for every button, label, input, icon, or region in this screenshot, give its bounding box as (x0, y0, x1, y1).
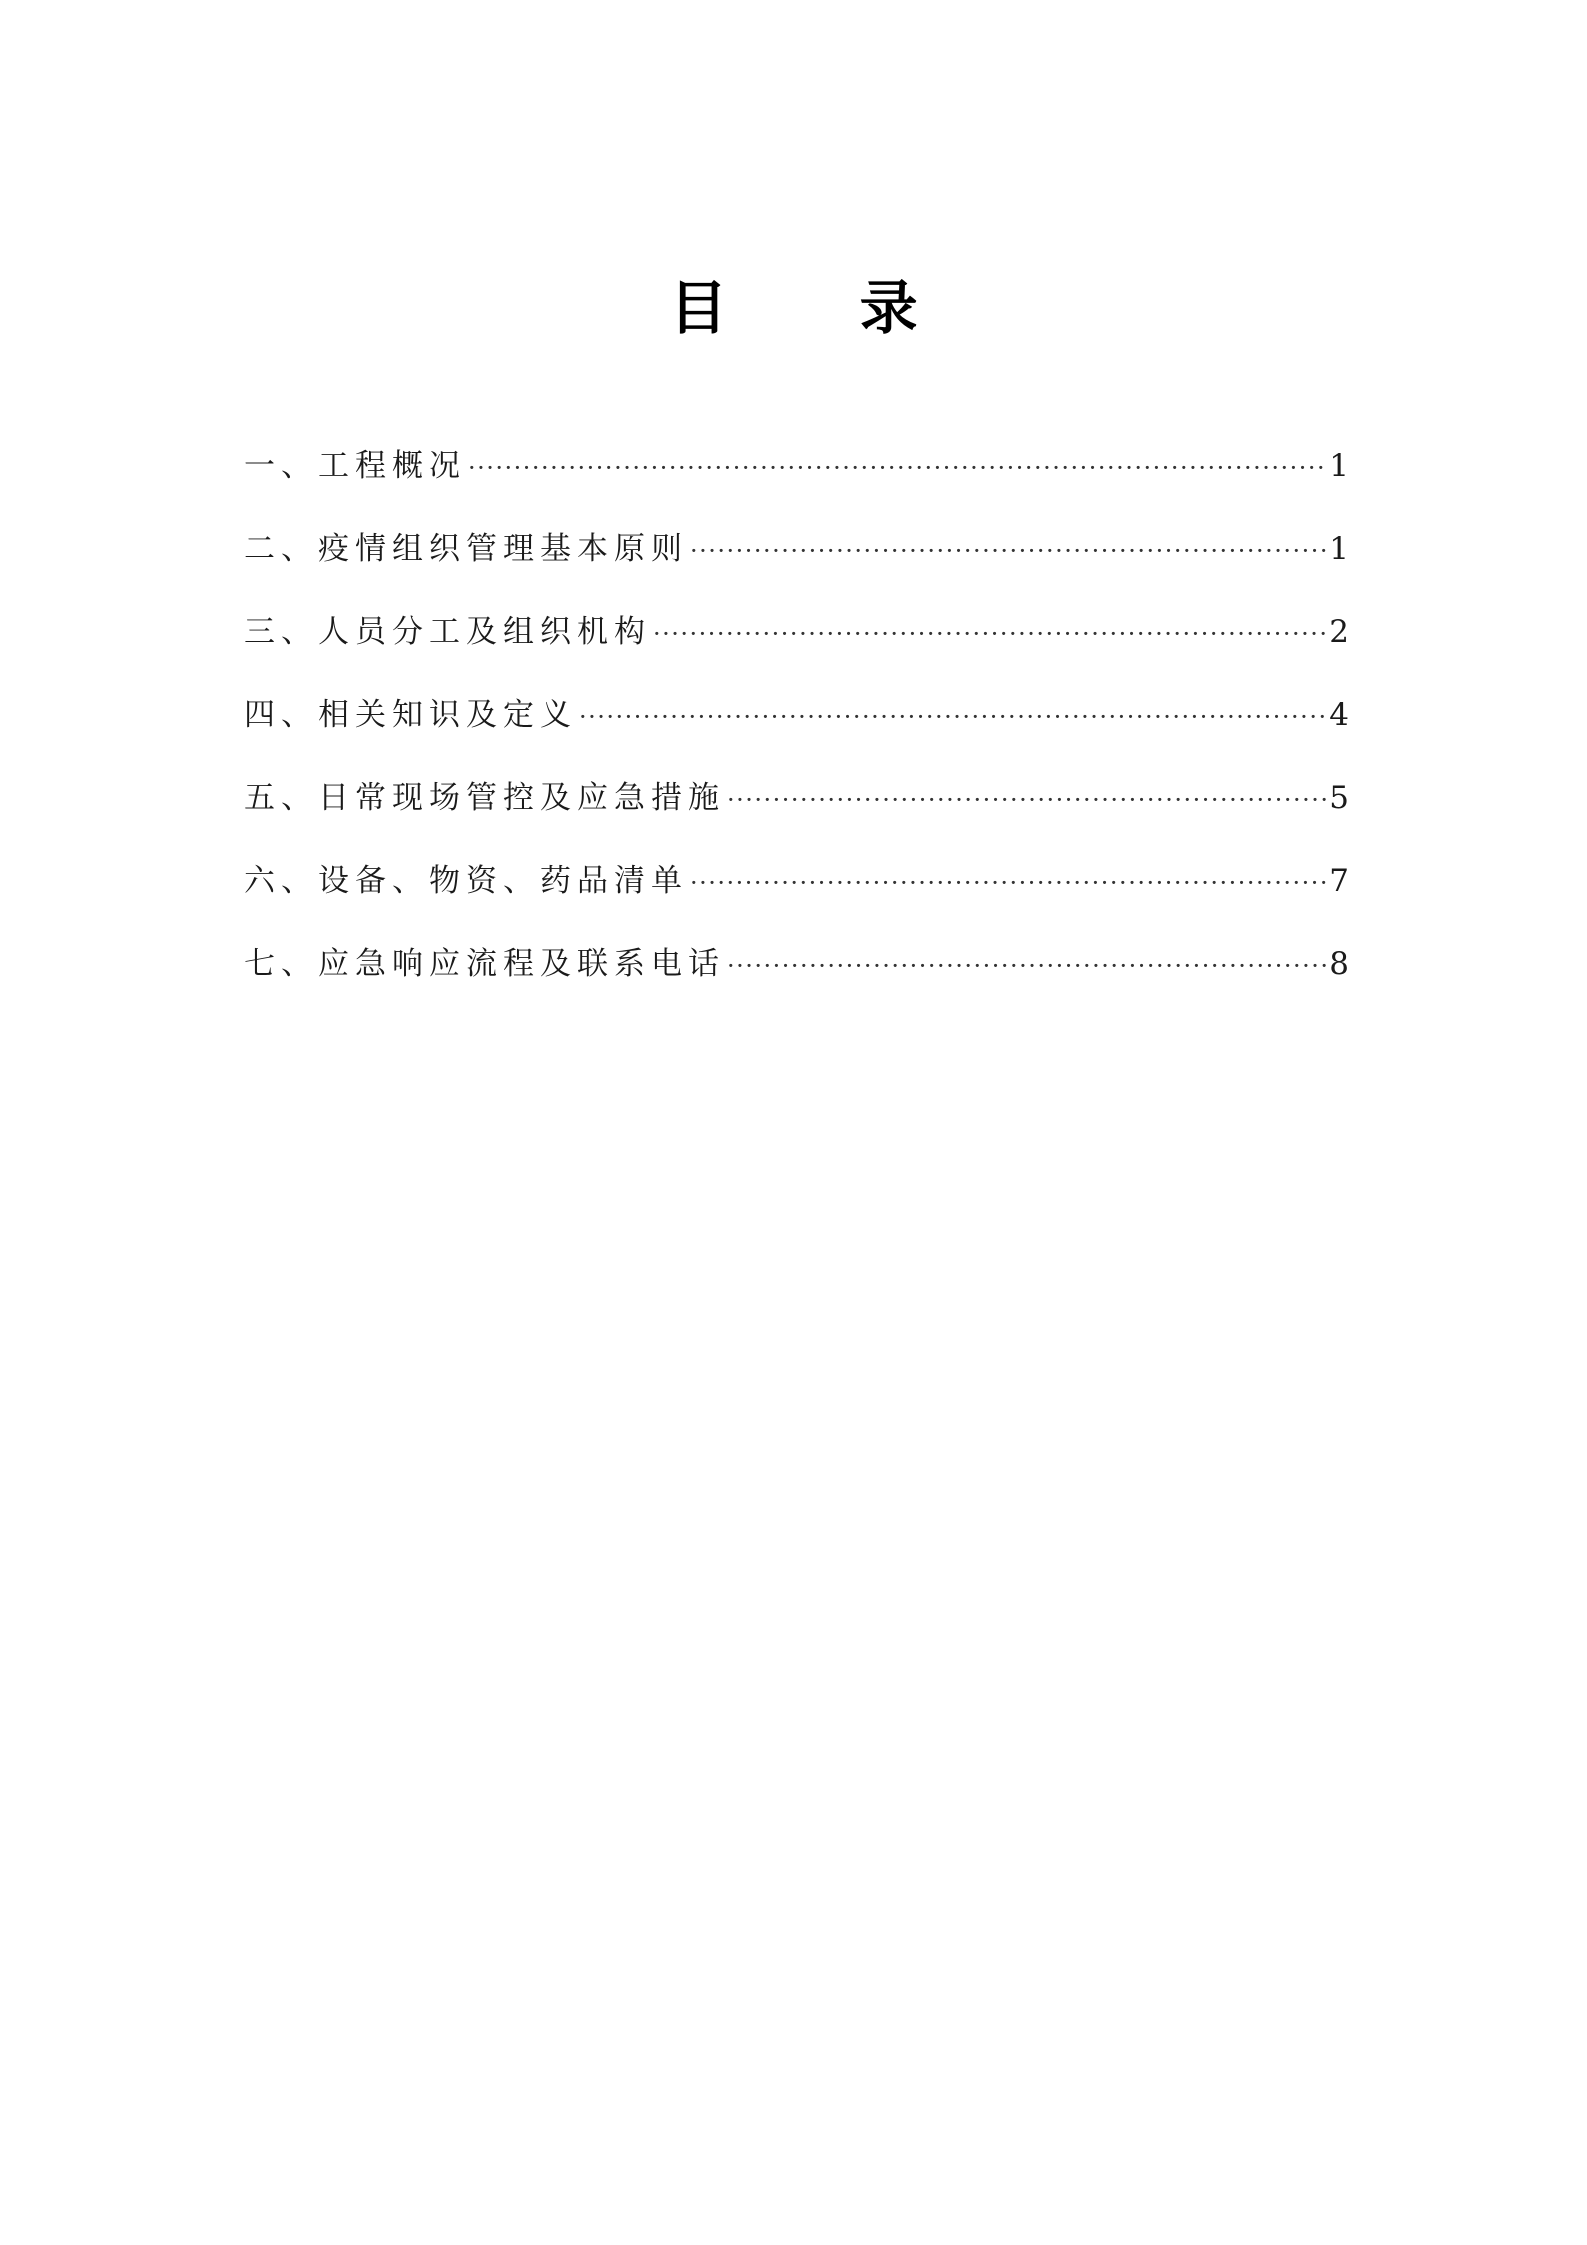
toc-leader-dots (468, 454, 1327, 482)
toc-leader-dots (690, 537, 1327, 565)
toc-leader-dots (579, 703, 1327, 731)
table-of-contents (244, 440, 1349, 1021)
toc-entry-text: 一、工程概况 (244, 448, 466, 484)
toc-entry[interactable] (244, 855, 1349, 938)
toc-page-number: 4 (1329, 697, 1349, 733)
toc-entry-text: 三、人员分工及组织机构 (244, 614, 651, 650)
toc-leader-dots (653, 620, 1327, 648)
toc-leader-dots (727, 952, 1327, 980)
toc-entry-text: 四、相关知识及定义 (244, 697, 577, 733)
toc-entry-text: 七、应急响应流程及联系电话 (244, 946, 725, 982)
toc-entry[interactable] (244, 938, 1349, 1021)
toc-entry[interactable] (244, 606, 1349, 689)
toc-entry-text: 二、疫情组织管理基本原则 (244, 531, 688, 567)
toc-page-number: 2 (1329, 614, 1349, 650)
toc-page-number: 1 (1329, 531, 1349, 567)
toc-leader-dots (727, 786, 1327, 814)
toc-page-number: 8 (1329, 946, 1349, 982)
toc-title: 目 录 (669, 274, 974, 342)
toc-page-number: 7 (1329, 863, 1349, 899)
toc-entry[interactable] (244, 689, 1349, 772)
toc-entry[interactable] (244, 440, 1349, 523)
toc-entry-text: 六、设备、物资、药品清单 (244, 863, 688, 899)
toc-page-number: 5 (1329, 780, 1349, 816)
toc-entry[interactable] (244, 772, 1349, 855)
toc-entry-text: 五、日常现场管控及应急措施 (244, 780, 725, 816)
toc-page-number: 1 (1329, 448, 1349, 484)
toc-entry[interactable] (244, 523, 1349, 606)
toc-leader-dots (690, 869, 1327, 897)
